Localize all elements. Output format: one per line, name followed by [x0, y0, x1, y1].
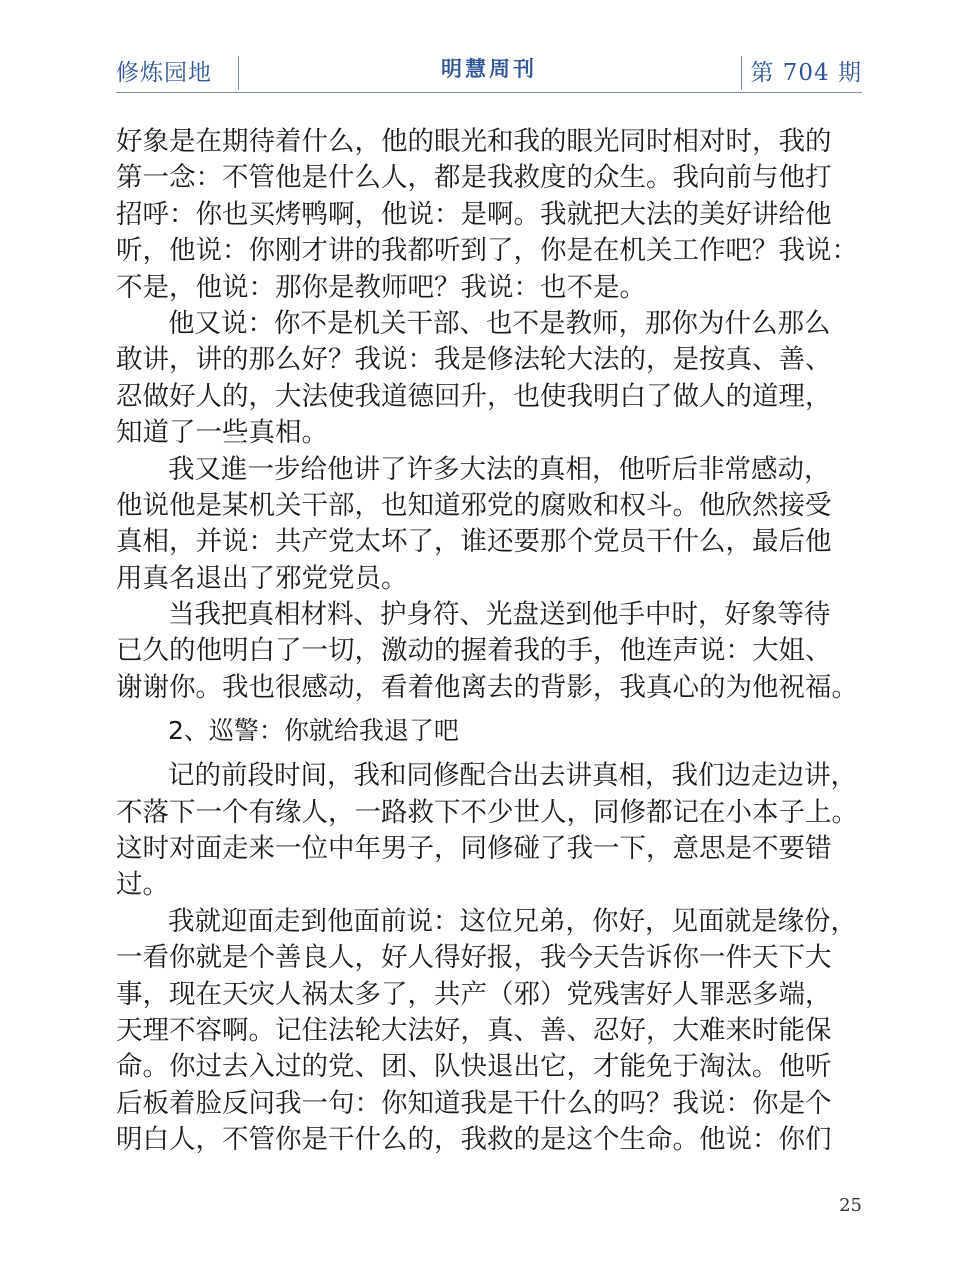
text-line: 不是，他说：那你是教师吧？我说：也不是。: [116, 271, 646, 303]
publication-title: 明慧周刊: [441, 57, 537, 81]
text-line: 他又说：你不是机关干部、也不是教师，那你为什么那么: [168, 307, 831, 339]
text-line: 我又進一步给他讲了许多大法的真相，他听后非常感动，: [168, 453, 831, 485]
text-line: 这时对面走来一位中年男子，同修碰了我一下，意思是不要错: [116, 833, 832, 865]
section-heading: 2、巡警：你就给我退了吧: [168, 716, 459, 746]
text-line: 明白人，不管你是干什么的，我救的是这个生命。他说：你们: [116, 1124, 832, 1156]
text-line: 第一念：不管他是什么人，都是我救度的众生。我向前与他打: [116, 162, 832, 194]
page-header: [116, 44, 862, 93]
text-line: 我就迎面走到他面前说：这位兄弟，你好，见面就是缘份，: [168, 905, 857, 937]
paragraph: [116, 124, 863, 306]
paragraph: [116, 597, 863, 706]
article-body: [116, 124, 863, 1159]
issue-number: 第 704 期: [750, 60, 862, 86]
paragraph: [116, 758, 863, 904]
paragraph: [116, 452, 863, 598]
text-line: 忍做好人的，大法使我道德回升，也使我明白了做人的道理，: [116, 380, 832, 412]
text-line: 过。: [116, 869, 169, 901]
page-number: 25: [839, 1195, 862, 1216]
text-line: 一看你就是个善良人，好人得好报，我今天告诉你一件天下大: [116, 942, 832, 974]
text-line: 他说他是某机关干部，也知道邪党的腐败和权斗。他欣然接受: [116, 489, 832, 521]
text-line: 天理不容啊。记住法轮大法好，真、善、忍好，大难来时能保: [116, 1014, 832, 1046]
header-divider-right: [741, 56, 742, 90]
text-line: 招呼：你也买烤鸭啊，他说：是啊。我就把大法的美好讲给他: [116, 198, 832, 230]
paragraph: [116, 306, 863, 452]
text-line: 知道了一些真相。: [116, 417, 328, 449]
text-line: 事，现在天灾人祸太多了，共产（邪）党残害好人罪恶多端，: [116, 978, 832, 1010]
text-line: 好象是在期待着什么，他的眼光和我的眼光同时相对时，我的: [116, 126, 832, 157]
text-line: 用真名退出了邪党党员。: [116, 562, 408, 594]
text-line: 不落下一个有缘人，一路救下不少世人，同修都记在小本子上。: [116, 796, 858, 828]
text-line: 听，他说：你刚才讲的我都听到了，你是在机关工作吧？我说：: [116, 235, 858, 267]
text-line: 记的前段时间，我和同修配合出去讲真相，我们边走边讲，: [168, 760, 857, 792]
text-line: 当我把真相材料、护身符、光盘送到他手中时，好象等待: [168, 599, 831, 631]
paragraph: [116, 904, 863, 1159]
text-line: 命。你过去入过的党、团、队快退出它，才能免于淘汰。他听: [116, 1051, 832, 1083]
text-line: 后板着脸反问我一句：你知道我是干什么的吗？我说：你是个: [116, 1087, 832, 1119]
text-line: 真相，并说：共产党太坏了，谁还要那个党员干什么，最后他: [116, 526, 832, 558]
section-title: 修炼园地: [116, 60, 212, 86]
text-line: 谢谢你。我也很感动，看着他离去的背影，我真心的为他祝福。: [116, 671, 858, 703]
text-line: 敢讲，讲的那么好？我说：我是修法轮大法的，是按真、善、: [116, 344, 832, 376]
text-line: 已久的他明白了一切，激动的握着我的手，他连声说：大姐、: [116, 635, 832, 667]
